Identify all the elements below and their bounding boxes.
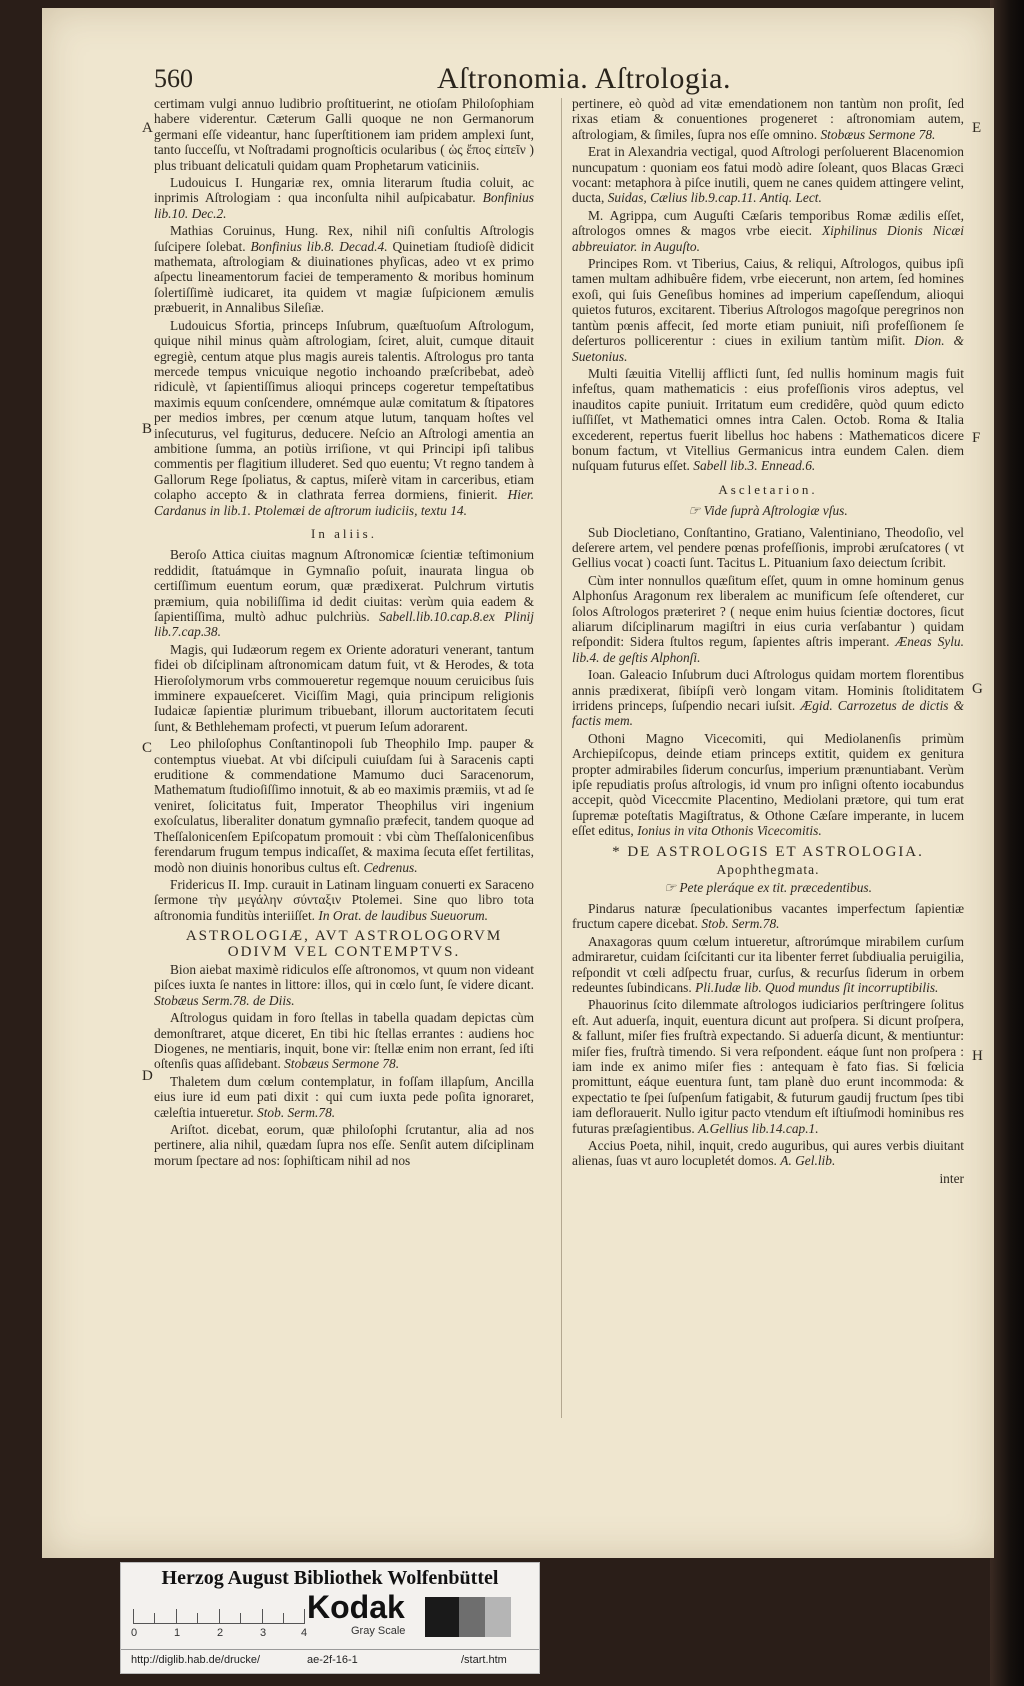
margin-letter-f: F bbox=[972, 430, 981, 446]
gray-swatch bbox=[459, 1597, 485, 1637]
paragraph: Ludouicus I. Hungariæ rex, omnia literarum ſtudia coluit, ac inprimis Aſtrologiam : qua inconſulta nihil auſpicabatur. Bonfinius lib.10. Dec.2. bbox=[154, 175, 534, 221]
ruler-tick bbox=[176, 1609, 177, 1623]
paragraph: Beroſo Attica ciuitas magnum Aſtronomicæ ſcientiæ teſtimonium reddidit, ſtatuámque in Gymnaſio poſuit, inaurata lingua ob certiſſimum euentum eorum, quæ prædixerat. Pulchrum virtutis præmium, quia nobiliſſima id dedit ciuitas: verùm quia eadem & ſapientiſſima, multò adhuc pulchriùs. Sabell.lib.10.cap.8.ex Plinij lib.7.cap.38. bbox=[154, 547, 534, 640]
right-column bbox=[572, 96, 964, 1186]
margin-letter-a: A bbox=[142, 120, 153, 136]
margin-letter-d: D bbox=[142, 1068, 153, 1084]
cross-reference: ☞ Vide ſuprà Aſtrologiæ vſus. bbox=[688, 503, 848, 519]
ruler-label: 0 bbox=[131, 1627, 138, 1639]
paragraph: Phauorinus ſcito dilemmate aſtrologos iudiciarios perſtringere ſolitus eſt. Aut aduerſa, inquit, euentura dicunt aut proſpera. Si dicunt proſpera, & fallunt, miſer fies fruſtrà expectando. Si aduerſa dicunt, & mentiuntur: miſer fies, fruſtrà timendo. Si vera reſpondent. eáque ſunt non proſpera : iam inde ex animo miſer fies : antequam è fato fias. Si fœlicia promittunt, eáque euentura ſunt, tam planè duo erunt incommoda: & expectatio te ſpei ſuſpenſum fatigabit, & futurum gaudij fructum ſpes tibi iam deflorauerit. Nullo igitur pacto vtendum eſt iſtiuſmodi hominibus res futuras præſagientibus. A.Gellius lib.14.cap.1. bbox=[572, 997, 964, 1136]
paragraph: Othoni Magno Vicecomiti, qui Mediolanenſis primùm Archiepiſcopus, deinde etiam princeps extitit, quidem ex genitura propter admirabiles ſiderum concurſus, imperium prænuntiabant. Verùm ipſe repudiatis proſus aſtrologis, id vnum pro inſigni oſtento iocabundus accepit, quòd Viceccmite Placentino, Mediolani prætore, qui tum erat ſupremæ poteſtatis Magiſtratus, & Othone Cæſare imperante, in lucem eſſet editus, Ionius in vita Othonis Vicecomitis. bbox=[572, 730, 964, 839]
paragraph: pertinere, eò quòd ad vitæ emendationem non tantùm non proſit, ſed rixas etiam & conuentiones progeneret : aſtronomiam autem, aſtrologiam, & ſimiles, ſupra nos eſſe omnino. Stobæus Sermone 78. bbox=[572, 96, 964, 142]
ruler-label: 3 bbox=[260, 1627, 267, 1639]
gray-swatch bbox=[425, 1597, 459, 1637]
ruler-label: 4 bbox=[301, 1627, 308, 1639]
ruler-tick bbox=[240, 1613, 241, 1623]
paragraph: certimam vulgi annuo ludibrio proſtituerint, ne otioſam Philoſophiam habere viderentur. Cæterum Galli quoque ne non Germanorum germani eſſe videantur, hanc ſuperſtitionem iam pridem amplexi ſunt, tanto ſucceſſu, vt Noſtradami prognoſticis ocularibus ( ὡς ἔπος εἰπεῖν ) plus tribuant delicatuli quidam quam Prophetarum vaticiniis. bbox=[154, 96, 534, 173]
paragraph: Leo philoſophus Conſtantinopoli ſub Theophilo Imp. pauper & contemptus viuebat. At vbi diſcipuli cuiuſdam ſui à Saracenis capti eruditione & commendatione Mamumo duci Saracenorum, Mathematum ſtudioſiſſimo innotuit, & ab eo maximis præmiis, vt ad ſe veniret, ſolicitatus fuit, Imperator Theophilus viri ingenium exoſculatus, liberaliter donatum gymnaſio præfecit, tandem quoque ad Theſſalonicenſem Epiſcopatum promouit : vbi cùm Theſſalonicenſibus ferendarum frugum tempus indicaſſet, & maxima ſecuta eſſet fertilitas, modò non diuinis honoribus cultus eſt. Cedrenus. bbox=[154, 736, 534, 875]
page-number: 560 bbox=[154, 64, 193, 93]
section-heading: ASTROLOGIÆ, AVT ASTROLOGORVM ODIVM VEL CONTEMPTVS. bbox=[185, 928, 503, 960]
paragraph: Anaxagoras quum cœlum intueretur, aſtrorúmque mirabilem curſum admiraretur, cuidam ſciſcitanti cur ita libenter ferret ſubdiualia peruigilia, reſpondit vt cœli adſpectu fruar, curſus, & recurſus ſiderum in orbem redeuntes ſubindicans. Pli.Iudæ lib. Quod mundus ſit incorruptibilis. bbox=[572, 933, 964, 995]
paragraph: Aſtrologus quidam in foro ſtellas in tabella quadam depictas cùm demonſtraret, atque diceret, En tibi hic ſtellas errantes : audiens hoc Diogenes, ne mentiaris, inquit, bone vir: ſtellæ enim non errant, ſed iſti oſtenſis quas aſſidebant. Stobæus Sermone 78. bbox=[154, 1010, 534, 1072]
paragraph: Ludouicus Sfortia, princeps Inſubrum, quæſtuoſum Aſtrologum, quique nihil minus quàm aſtrologiam, ſciret, aluit, cumque ditauit egregiè, centum atque plus magis aureis talentis. Aſtrologus pro tanta mercede tempus vnicuique negotio inchoando præſcribebat, adeò ridiculè, vt ſapientiſſimus alioqui princeps cogeretur tempeſtatibus maximis equum conſcendere, omnémque aulæ comitatum & ſtipatores per medios imbres, per cœnum atque lutum, tanquam hoſtes vel inſecuturus, vel fugiturus, deducere. Neſcio an Aſtrologi amentia an ambitione ſumma, an potiùs irriſione, vt qui Principi ipſi talibus commentis per flagitium illuderet. Sed quo euentu; Vt regno tandem à Gallorum Rege ſpoliatus, & captus, miſerè vitam in carceribus, etiam colapho accepto & in clathrata ferrea dormiens, finierit. Hier. Cardanus in lib.1. Ptolemæi de aſtrorum iudiciis, textu 14. bbox=[154, 317, 534, 518]
paragraph: Fridericus II. Imp. curauit in Latinam linguam conuerti ex Saraceno ſermone τὴν μεγάλην σύνταξιν Ptolemei. Sine quo libro tota aſtronomia funditùs interiiſſet. In Orat. de laudibus Sueuorum. bbox=[154, 876, 534, 923]
margin-letter-e: E bbox=[972, 120, 982, 136]
running-title: Aſtronomia. Aſtrologia. bbox=[437, 62, 731, 95]
paragraph: Accius Poeta, nihil, inquit, credo auguribus, qui aures verbis diuitant alienas, ſuas vt auro locupletét domos. A. Gel.lib. bbox=[572, 1138, 964, 1169]
book-page bbox=[42, 8, 994, 1558]
ruler-label: 2 bbox=[217, 1627, 224, 1639]
gray-swatch bbox=[485, 1597, 511, 1637]
book-spine bbox=[990, 0, 1024, 1686]
library-name: Herzog August Bibliothek Wolfenbüttel bbox=[161, 1567, 499, 1589]
paragraph: Sub Diocletiano, Conſtantino, Gratiano, Valentiniano, Theodoſio, vel deſerere artem, vel pendere pœnas profeſſionis, improbi æruſcatores ( vt Gellius vocat ) coacti ſunt. Tacitus L. Pituanium ſaxo deiectum ſcribit. bbox=[572, 524, 964, 571]
section-heading: In aliis. bbox=[311, 525, 377, 541]
paragraph: M. Agrippa, cum Auguſti Cæſaris temporibus Romæ ædilis eſſet, aſtrologos omnes & magos vrbe eiecit. Xiphilinus Dionis Nicæi abbreuiator. in Auguſto. bbox=[572, 207, 964, 254]
paragraph: Bion aiebat maximè ridiculos eſſe aſtronomos, vt quum non videant piſces iuxta ſe nantes in littore: illos, qui in cœlo ſunt, ſe videre dicant. Stobæus Serm.78. de Diis. bbox=[154, 961, 534, 1008]
ruler-tick bbox=[219, 1609, 220, 1623]
paragraph: Principes Rom. vt Tiberius, Caius, & reliqui, Aſtrologos, quibus ipſi tamen multam adhibuêre fidem, vrbe eiecerunt, non artem, ſed homines exoſi, qui ſuis Geneſibus homines ad imperium capeſſendum, alioqui quietos futuros, excitarent. Tiberius Aſtrologos magoſque peregrinos non tantùm pœnis affecit, ſed morte etiam puniuit, niſi profeſſionem ſe deſerturos pollicerentur : ciues in exilium tantùm miſit. Dion. & Suetonius. bbox=[572, 256, 964, 364]
paragraph: Ariſtot. dicebat, eorum, quæ philoſophi ſcrutantur, alia ad nos pertinere, alia nihil, quædam ſupra nos eſſe. Senſit autem diſciplinam morum ſpectare ad nos: ſophiſticam nihil ad nos bbox=[154, 1122, 534, 1168]
url-text: http://diglib.hab.de/drucke/ bbox=[131, 1654, 261, 1666]
column-rule bbox=[561, 98, 562, 1418]
paragraph: Thaletem dum cœlum contemplatur, in foſſam illapſum, Ancilla eius iure id eum pati dixit : qui cum iuxta pede poſita ignoraret, cæleſtia intueretur. Stob. Serm.78. bbox=[154, 1073, 534, 1120]
paragraph: Magis, qui Iudæorum regem ex Oriente adoraturi venerant, tantum fidei ob diſciplinam aſtronomicam datum fuit, vt & Herodes, & tota Hieroſolymorum vrbs commoueretur regemque nouum ceruicibus ſuis imminere expaueſceret. Viciſſim Magi, quia principum religionis Iudaicæ ſapientiæ plurimum tribuebant, illorum auctoritatem ſecuti ſunt, & Bethlehemam profecti, vt puerum Ieſum adorarent. bbox=[154, 641, 534, 734]
url-row bbox=[121, 1649, 539, 1672]
color-calibration-bar bbox=[120, 1562, 540, 1674]
paragraph: Mathias Coruinus, Hung. Rex, nihil niſi conſultis Aſtrologis ſuſcipere ſolebat. Bonfinius lib.8. Decad.4. Quinetiam ſtudioſè didicit mathemata, aſtrologiam & diuinationes phyſicas, adeo vt ex primo aſpectu lineamentorum faciei de temperamento & moribus hominum ſolertiſſimè iudicaret, ita quidem vt magiæ ſuſpicionem æmulis præbuerit, in Annalibus Sileſiæ. bbox=[154, 223, 534, 316]
section-heading: Ascletarion. bbox=[718, 481, 818, 497]
paragraph: Ioan. Galeacio Inſubrum duci Aſtrologus quidam mortem florentibus annis prædixerat, ſibiípſi verò longam vitam. Hominis ſtoliditatem irridens princeps, ſuſpendio necari iuſsit. Ægid. Carrozetus de dictis & factis mem. bbox=[572, 667, 964, 729]
paragraph: Erat in Alexandria vectigal, quod Aſtrologi perſoluerent Blacenomion nuncupatum : quoniam eos fatui modò adire ſoleant, quos Blacas Græci vocant: metaphora à piſce inutili, quem ne canes quidem attingere velint, ducta, Suidas, Cælius lib.9.cap.11. Antiq. Lect. bbox=[572, 144, 964, 206]
ruler-tick bbox=[154, 1613, 155, 1623]
paragraph: Multi ſæuitia Vitellij afflicti ſunt, ſed nullis hominum magis fuit infeſtus, quam mathematicis : eius profeſſionis viros adeptus, vel inauditos capite puniuit. Irritatum eum credidêre, quòd quum edicto iuſſiſſet, vt Mathematici omnes intra Calen. Octob. Roma & Italia excederent, repertus fuerit libellus hoc habens : Mathematicos dicere bonum factum, vt Vitellius Germanicus intra eundem Calen. diem nuſquam futurus eſſet. Sabell lib.3. Ennead.6. bbox=[572, 365, 964, 474]
section-heading: * DE ASTROLOGIS ET ASTROLOGIA. bbox=[612, 843, 924, 860]
shelfmark: ae-2f-16-1 bbox=[307, 1654, 358, 1666]
ruler-tick bbox=[262, 1609, 263, 1623]
ruler-label: 1 bbox=[174, 1627, 181, 1639]
ruler-tick bbox=[283, 1613, 284, 1623]
left-column bbox=[154, 96, 534, 1170]
ruler-tick bbox=[197, 1613, 198, 1623]
subheading: Apophthegmata. bbox=[716, 862, 820, 878]
gray-scale-label: Gray Scale bbox=[351, 1625, 406, 1637]
paragraph: Pindarus naturæ ſpeculationibus vacantes imperfectum ſapientiæ fructum capere dicebat. Stob. Serm.78. bbox=[572, 900, 964, 932]
paragraph: Cùm inter nonnullos quæſitum eſſet, quum in omne hominum genus Alphonſus Aragonum rex liberalem ac munificum ſeſe oſtenderet, cur ſolos Aſtrologos præteriret ? ( neque enim huius ſcientiæ doctores, ſicut aliarum diſciplinarum magiſtri in eius curia verſabantur ) quidam reſpondit: Sidera ſtultos regum, ſapientes aſtris imperant. Æneas Sylu. lib.4. de geſtis Alphonſi. bbox=[572, 572, 964, 665]
margin-letter-b: B bbox=[142, 421, 153, 437]
scale-ruler bbox=[133, 1599, 305, 1624]
kodak-logo: Kodak bbox=[307, 1589, 405, 1625]
start-link: /start.htm bbox=[461, 1654, 507, 1666]
margin-letter-h: H bbox=[972, 1048, 983, 1064]
ruler-tick bbox=[304, 1609, 305, 1623]
margin-letter-c: C bbox=[142, 740, 153, 756]
catchword: inter bbox=[939, 1170, 964, 1186]
ruler-tick bbox=[133, 1609, 134, 1623]
margin-letter-g: G bbox=[972, 681, 983, 697]
cross-reference: ☞ Pete pleráque ex tit. præcedentibus. bbox=[664, 879, 872, 895]
